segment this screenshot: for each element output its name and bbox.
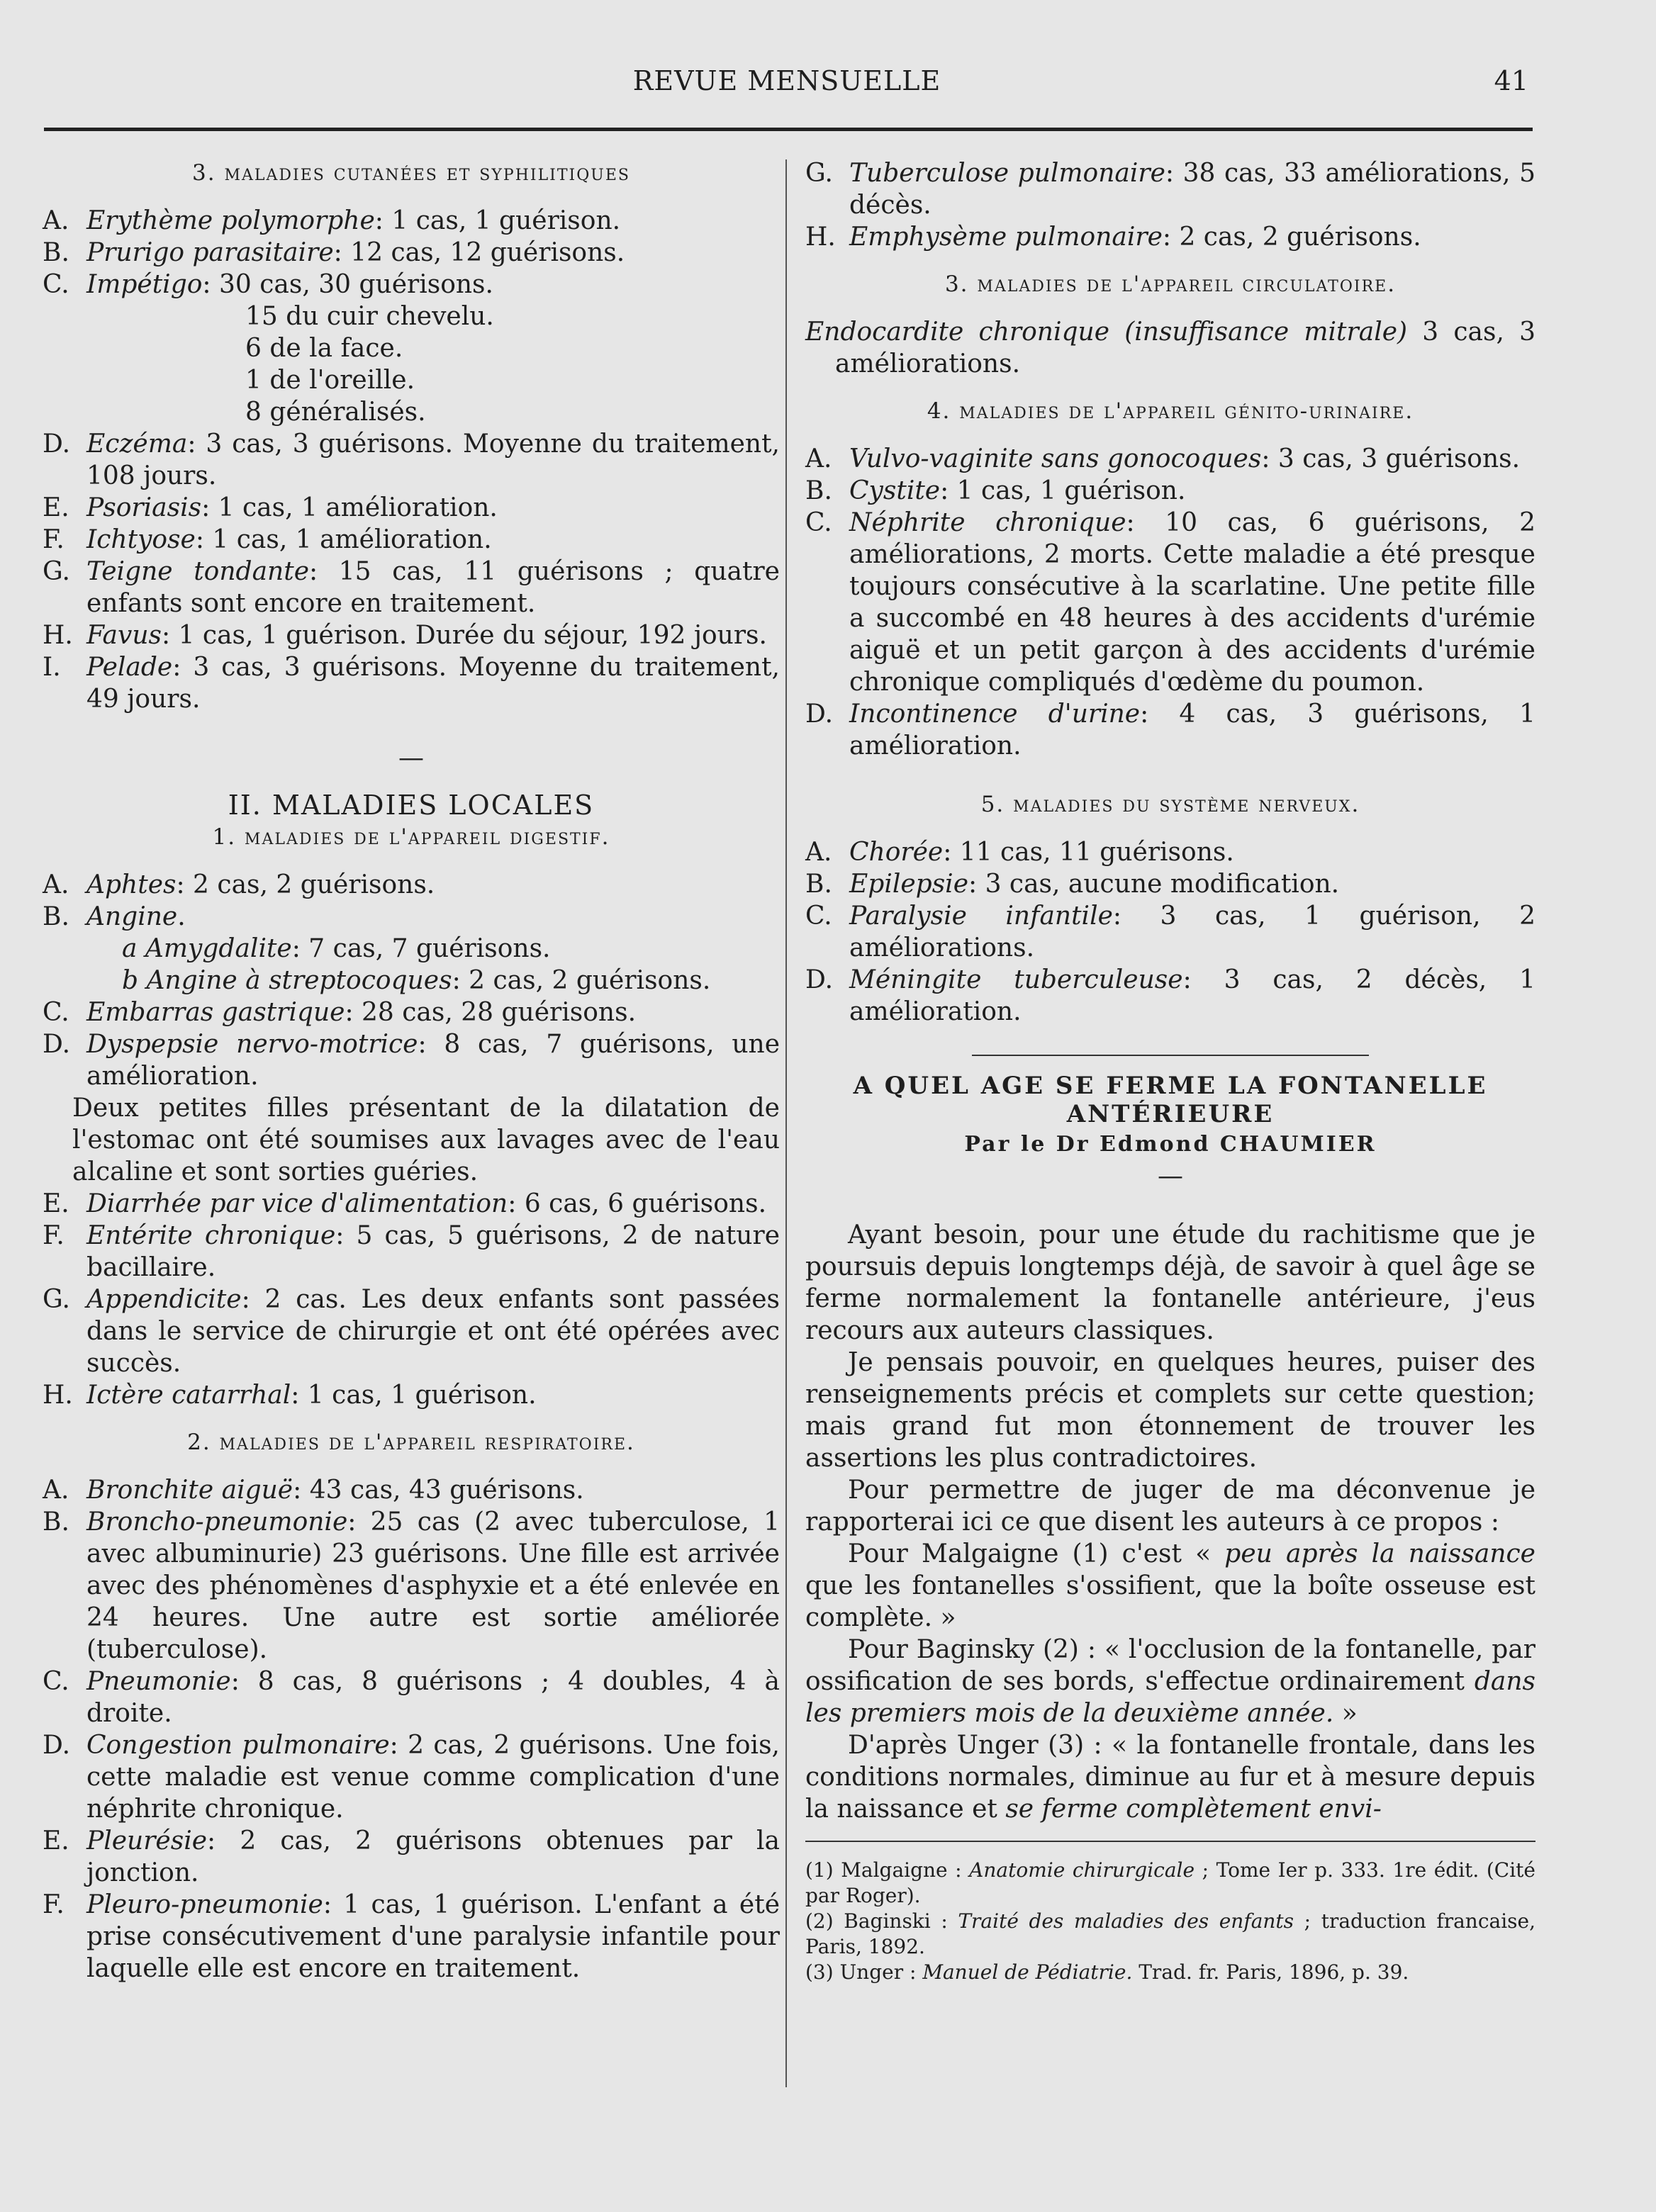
list-item <box>805 836 1535 868</box>
item-text: : 2 cas, 2 guérisons. Une fois, cette maladie est venue comme complication d'une néphrite chronique. <box>86 1731 780 1824</box>
item-name: Erythème polymorphe <box>86 206 375 235</box>
item-text: : 1 cas, 1 guérison. <box>374 206 621 235</box>
item-name: Tuberculose pulmonaire <box>849 159 1165 188</box>
item-name: Congestion pulmonaire <box>86 1731 390 1760</box>
item-text: : 4 cas, 3 guérisons, 1 amélioration. <box>849 700 1535 760</box>
list-item <box>43 1889 780 1984</box>
list-item <box>43 1506 780 1666</box>
item-letter: C. <box>805 902 832 931</box>
item-letter: F. <box>43 1221 65 1250</box>
sub-item <box>43 965 780 996</box>
item-name: Entérite chronique <box>86 1221 336 1250</box>
sub-item: 1 de l'oreille. <box>245 366 415 395</box>
footnotes <box>805 1858 1535 1985</box>
item-letter: G. <box>43 1285 70 1314</box>
list-digestif-a <box>43 869 780 933</box>
paragraph-5-a: Pour Baginsky (2) : « l'occlusion de la fontanelle, par ossification de ses bords, s'effectue ordinairement <box>805 1635 1535 1696</box>
endocardite-text: 3 cas, 3 améliorations. <box>835 318 1535 378</box>
item-name: Incontinence d'urine <box>849 700 1141 729</box>
endocardite-name: Endocardite chronique (insuffisance mitrale) <box>805 318 1408 347</box>
item-name: Vulvo-vaginite sans gonocoques <box>849 444 1262 473</box>
list-genito-urinaire <box>805 443 1535 762</box>
part-title-maladies-locales: II. MALADIES LOCALES <box>228 790 595 821</box>
sub-item-text: : 7 cas, 7 guérisons. <box>291 934 551 963</box>
list-item <box>43 901 780 933</box>
list-item <box>43 1474 780 1506</box>
item-name: Prurigo parasitaire <box>86 238 334 267</box>
article-title-line-2: ANTÉRIEURE <box>1066 1100 1275 1128</box>
item-text: : 3 cas, 3 guérisons. Moyenne du traitement, 108 jours. <box>86 430 780 490</box>
item-text: : 15 cas, 11 guérisons ; quatre enfants sont encore en traitement. <box>86 557 780 618</box>
item-letter: E. <box>43 1189 69 1218</box>
list-item <box>805 698 1535 762</box>
item-text: : 38 cas, 33 améliorations, 5 décès. <box>849 159 1535 220</box>
list-item <box>805 900 1535 964</box>
item-letter: A. <box>43 206 69 235</box>
list-item <box>43 492 780 524</box>
item-letter: H. <box>43 1381 73 1410</box>
section-title-cutanees: 3. maladies cutanées et syphilitiques <box>192 160 630 186</box>
item-name: Aphtes <box>86 870 177 899</box>
paragraph-5-b: » <box>1333 1699 1358 1728</box>
list-item <box>805 964 1535 1028</box>
item-text: : 3 cas, 1 guérison, 2 améliorations. <box>849 902 1535 962</box>
list-item <box>43 1028 780 1092</box>
list-item <box>43 619 780 651</box>
item-text: . <box>177 902 186 931</box>
item-text: : 5 cas, 5 guérisons, 2 de nature bacillaire. <box>86 1221 780 1282</box>
separator-dash: — <box>398 743 424 773</box>
article-byline: Par le Dr Edmond CHAUMIER <box>964 1132 1377 1157</box>
item-text: : 1 cas, 1 guérison. <box>940 476 1186 505</box>
item-text: : 2 cas. Les deux enfants sont passées dans le service de chirurgie et ont été opérées avec succès. <box>86 1285 780 1378</box>
item-name: Diarrhée par vice d'alimentation <box>86 1189 508 1218</box>
section-title-digestif: 1. maladies de l'appareil digestif. <box>212 824 610 850</box>
list-digestif-c <box>43 1188 780 1411</box>
item-letter: D. <box>805 965 834 994</box>
list-respiratoire <box>43 1474 780 1984</box>
item-letter: A. <box>805 838 832 867</box>
item-letter: C. <box>43 1667 69 1696</box>
list-item <box>43 651 780 715</box>
item-text: : 1 cas, 1 guérison. <box>291 1381 537 1410</box>
item-letter: G. <box>805 159 833 188</box>
item-name: Teigne tondante <box>86 557 309 586</box>
paragraph-4-a: Pour Malgaigne (1) c'est « <box>848 1539 1225 1568</box>
section-title-genito-urinaire: 4. maladies de l'appareil génito-urinaire. <box>927 398 1414 424</box>
item-text: : 3 cas, 2 décès, 1 amélioration. <box>849 965 1535 1026</box>
list-item <box>43 1729 780 1825</box>
item-letter: C. <box>43 998 69 1027</box>
item-name: Emphysème pulmonaire <box>849 223 1163 252</box>
footnote <box>805 1909 1535 1960</box>
list-item <box>43 1666 780 1729</box>
item-text: : 3 cas, 3 guérisons. <box>1261 444 1521 473</box>
item-name: Eczéma <box>86 430 188 459</box>
list-item <box>43 428 780 492</box>
item-letter: C. <box>805 508 832 537</box>
item-name: Pelade <box>86 653 173 682</box>
sub-item-name: b Angine à streptocoques <box>122 966 452 995</box>
item-name: Chorée <box>849 838 944 867</box>
item-letter: A. <box>805 444 832 473</box>
item-name: Psoriasis <box>86 493 202 522</box>
page-number: 41 <box>1494 65 1528 96</box>
item-letter: A. <box>43 870 69 899</box>
item-name: Bronchite aiguë <box>86 1476 293 1505</box>
item-letter: H. <box>43 621 73 650</box>
list-item <box>43 1284 780 1379</box>
paragraph-6-quote: se ferme complètement envi- <box>1005 1795 1382 1824</box>
item-name: Pleurésie <box>86 1826 208 1856</box>
item-text: : 10 cas, 6 guérisons, 2 améliorations, 2 morts. Cette maladie a été presque toujours consécutive à la scarlatine. Une petite fille a succombé en 48 heures à des accidents d'urémie aiguë et un petit garçon à des accidents d'urémie chronique compliqués d'œdème du poumon. <box>849 508 1536 697</box>
item-letter: D. <box>43 430 71 459</box>
item-name: Paralysie infantile <box>849 902 1113 931</box>
list-item <box>43 205 780 237</box>
item-text: : 1 cas, 1 amélioration. <box>195 525 492 554</box>
item-letter: D. <box>43 1731 71 1760</box>
right-column <box>805 157 1535 1985</box>
item-text: : 2 cas, 2 guérisons obtenues par la jonction. <box>86 1826 780 1887</box>
item-letter: B. <box>43 238 69 267</box>
list-item <box>805 443 1535 475</box>
paragraph-3: Pour permettre de juger de ma déconvenue je rapporterai ici ce que disent les auteurs à ce propos : <box>805 1476 1535 1537</box>
item-letter: B. <box>805 870 832 899</box>
list-item <box>43 1188 780 1220</box>
paragraph-4 <box>805 1538 1535 1634</box>
footnote-part: Traité des maladies des enfants <box>958 1909 1294 1933</box>
item-text: : 3 cas, aucune modification. <box>968 870 1340 899</box>
list-nerveux <box>805 836 1535 1028</box>
footnote-part: ; Tome Ier p. 333. 1re édit. (Cité par Roger). <box>805 1858 1535 1907</box>
paragraph-5 <box>805 1634 1535 1729</box>
angine-sublist <box>43 933 780 996</box>
item-name: Broncho-pneumonie <box>86 1508 348 1537</box>
list-item <box>43 1825 780 1889</box>
sub-item-text: : 2 cas, 2 guérisons. <box>452 966 711 995</box>
footnote-part: (2) Baginski : <box>805 1909 958 1933</box>
item-letter: F. <box>43 1890 65 1919</box>
paragraph-6 <box>805 1729 1535 1825</box>
item-letter: H. <box>805 223 836 252</box>
list-item <box>805 868 1535 900</box>
running-head: REVUE MENSUELLE <box>632 65 941 96</box>
list-item <box>805 507 1535 698</box>
item-name: Impétigo <box>86 270 203 299</box>
footnote-part: Trad. fr. Paris, 1896, p. 39. <box>1132 1960 1409 1984</box>
sub-item: 8 généralisés. <box>245 398 426 427</box>
sub-item: 15 du cuir chevelu. <box>245 302 494 331</box>
list-item <box>805 475 1535 507</box>
item-name: Pneumonie <box>86 1667 231 1696</box>
item-text: : 3 cas, 3 guérisons. Moyenne du traitement, 49 jours. <box>86 653 780 714</box>
list-item <box>805 157 1535 221</box>
item-text: : 12 cas, 12 guérisons. <box>333 238 625 267</box>
item-name: Embarras gastrique <box>86 998 345 1027</box>
item-letter: D. <box>805 700 834 729</box>
item-text: : 2 cas, 2 guérisons. <box>176 870 435 899</box>
impetigo-sublist <box>43 301 780 428</box>
list-cutanees-a <box>43 205 780 301</box>
item-name: Favus <box>86 621 162 650</box>
item-letter: E. <box>43 493 69 522</box>
column-divider <box>785 159 787 2087</box>
article-dash: — <box>1158 1162 1183 1191</box>
sub-item: 6 de la face. <box>245 334 403 363</box>
sub-item-name: a Amygdalite <box>122 934 292 963</box>
article-title-line-1: A QUEL AGE SE FERME LA FONTANELLE <box>853 1072 1488 1100</box>
list-respiratoire-cont <box>805 157 1535 253</box>
item-text: : 30 cas, 30 guérisons. <box>202 270 493 299</box>
list-item <box>43 1220 780 1284</box>
item-text: : 28 cas, 28 guérisons. <box>345 998 637 1027</box>
section-title-respiratoire: 2. maladies de l'appareil respiratoire. <box>187 1430 635 1455</box>
footnote <box>805 1960 1535 1985</box>
section-title-nerveux: 5. maladies du système nerveux. <box>980 792 1360 817</box>
list-item <box>43 269 780 301</box>
paragraph-4-b: que les fontanelles s'ossifient, que la boîte osseuse est complète. » <box>805 1571 1535 1632</box>
list-item <box>43 1379 780 1411</box>
item-name: Néphrite chronique <box>849 508 1126 537</box>
item-text: : 1 cas, 1 amélioration. <box>201 493 498 522</box>
list-digestif-b <box>43 996 780 1092</box>
item-letter: E. <box>43 1826 69 1856</box>
item-letter: B. <box>805 476 832 505</box>
item-letter: G. <box>43 557 70 586</box>
sub-item <box>43 933 780 965</box>
header-rule <box>44 128 1533 131</box>
list-item <box>43 237 780 269</box>
paragraph-1: Ayant besoin, pour une étude du rachitisme que je poursuis depuis longtemps déjà, de savoir à quel âge se ferme normalement la fontanelle antérieure, j'eus recours aux auteurs classiques. <box>805 1220 1535 1345</box>
item-text: : 43 cas, 43 guérisons. <box>293 1476 584 1505</box>
dyspepsie-note: Deux petites filles présentant de la dilatation de l'estomac ont été soumises aux lavages avec de l'eau alcaline et sont sorties guéries. <box>72 1094 780 1186</box>
paragraph-2: Je pensais pouvoir, en quelques heures, puiser des renseignements précis et complets sur cette question; mais grand fut mon étonnement de trouver les assertions les plus contradictoires. <box>805 1348 1535 1473</box>
list-item <box>43 556 780 619</box>
item-letter: C. <box>43 270 69 299</box>
list-item <box>43 869 780 901</box>
item-name: Cystite <box>849 476 941 505</box>
footnote-part: Anatomie chirurgicale <box>969 1858 1195 1882</box>
list-item <box>43 996 780 1028</box>
item-text: : 2 cas, 2 guérisons. <box>1162 223 1421 252</box>
item-name: Ictère catarrhal <box>86 1381 291 1410</box>
item-text: : 8 cas, 8 guérisons ; 4 doubles, 4 à droite. <box>86 1667 780 1728</box>
item-text: : 8 cas, 7 guérisons, une amélioration. <box>86 1030 780 1091</box>
list-cutanees-b <box>43 428 780 715</box>
item-name: Pleuro-pneumonie <box>86 1890 323 1919</box>
paragraph-6-a: D'après Unger (3) : « la fontanelle frontale, dans les conditions normales, diminue au fur et à mesure depuis la naissance et <box>805 1731 1535 1824</box>
item-letter: F. <box>43 525 65 554</box>
item-text: : 11 cas, 11 guérisons. <box>943 838 1234 867</box>
list-item <box>805 221 1535 253</box>
endocardite-entry <box>805 316 1535 380</box>
item-name: Dyspepsie nervo-motrice <box>86 1030 418 1059</box>
item-letter: B. <box>43 1508 69 1537</box>
footnote-part: Manuel de Pédiatrie. <box>922 1960 1133 1984</box>
item-letter: A. <box>43 1476 69 1505</box>
paragraph-4-quote: peu après la naissance <box>1224 1539 1535 1568</box>
item-letter: B. <box>43 902 69 931</box>
paragraph-5-quote: dans les premiers mois de la deuxième année. <box>805 1667 1535 1728</box>
item-text: : 25 cas (2 avec tuberculose, 1 avec albuminurie) 23 guérisons. Une fille est arrivée avec des phénomènes d'asphyxie et a été enlevée en 24 heures. Une autre est sortie améliorée (tuberculose). <box>86 1508 780 1664</box>
list-item <box>43 524 780 556</box>
item-letter: D. <box>43 1030 71 1059</box>
page-header <box>43 65 1531 108</box>
item-name: Ichtyose <box>86 525 196 554</box>
item-name: Appendicite <box>86 1285 242 1314</box>
item-text: : 1 cas, 1 guérison. Durée du séjour, 192 jours. <box>162 621 767 650</box>
item-name: Méningite tuberculeuse <box>849 965 1183 994</box>
item-text: : 6 cas, 6 guérisons. <box>508 1189 767 1218</box>
item-letter: I. <box>43 653 61 682</box>
left-column <box>43 157 780 1984</box>
footnote-part: (1) Malgaigne : <box>805 1858 970 1882</box>
item-name: Epilepsie <box>849 870 968 899</box>
section-title-circulatoire: 3. maladies de l'appareil circulatoire. <box>944 271 1397 297</box>
footnote <box>805 1858 1535 1909</box>
item-text: : 1 cas, 1 guérison. L'enfant a été prise consécutivement d'une paralysie infantile pour laquelle elle est encore en traitement. <box>86 1890 780 1983</box>
item-name: Angine <box>86 902 178 931</box>
footnote-part: (3) Unger : <box>805 1960 923 1984</box>
footnote-part: ; traduction francaise, Paris, 1892. <box>805 1909 1535 1958</box>
